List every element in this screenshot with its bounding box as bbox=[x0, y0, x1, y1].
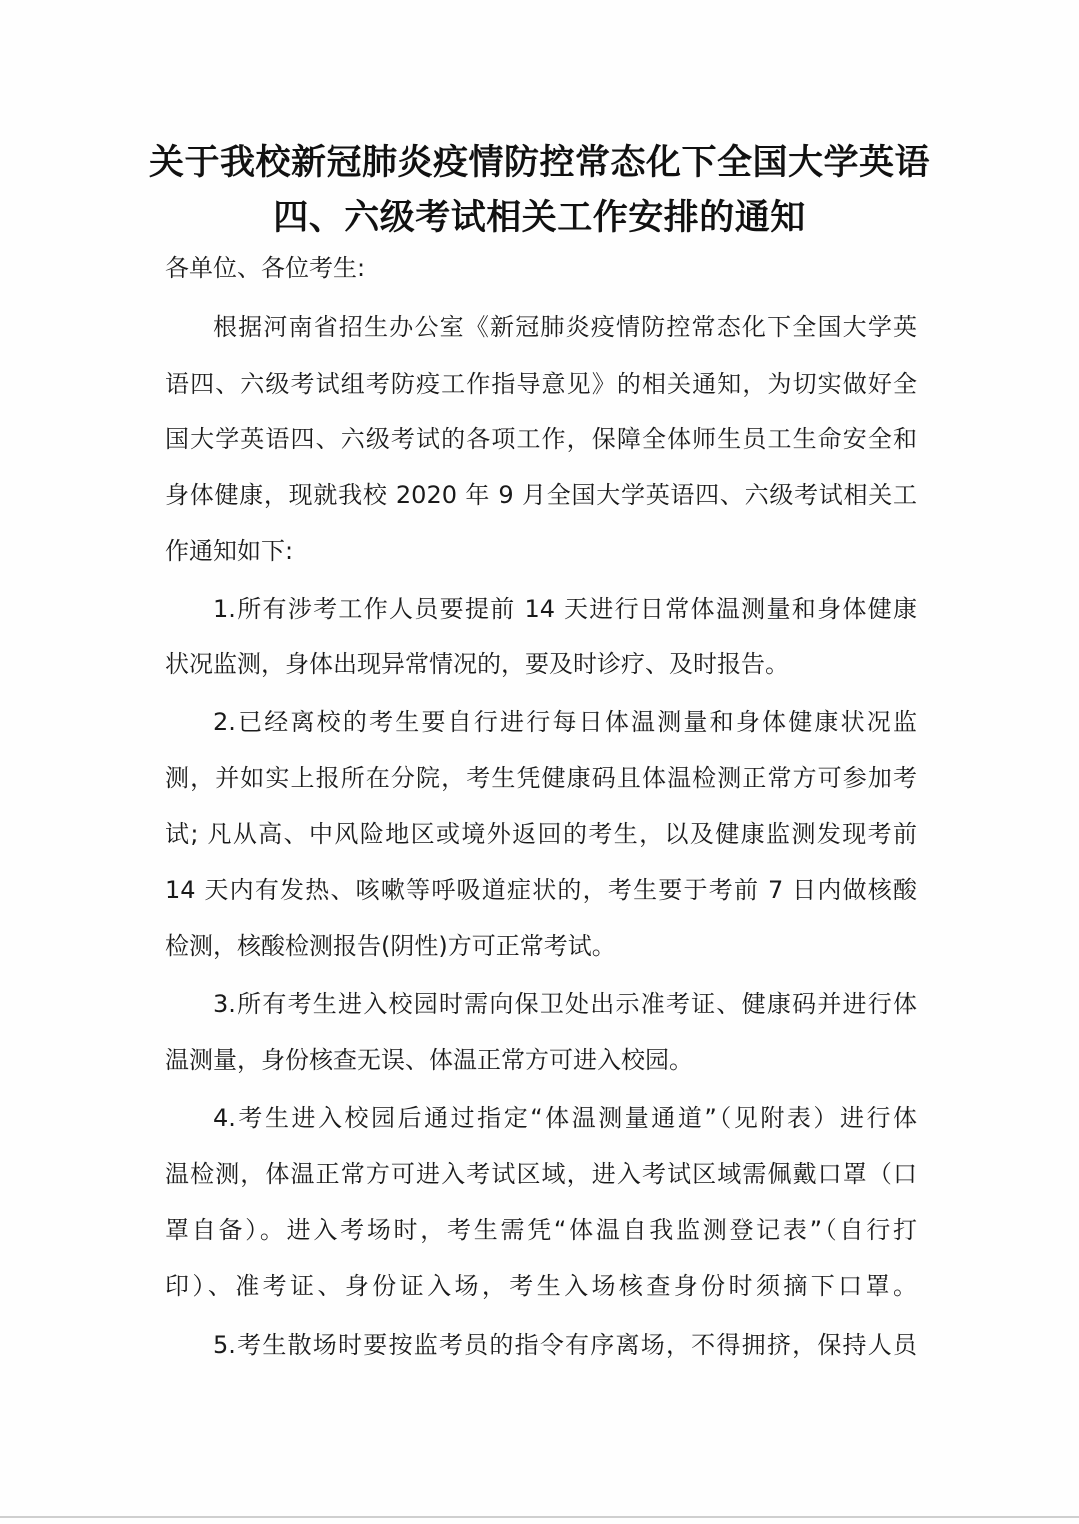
paragraph-line: 温测量，身份核查无误、体温正常方可进入校园。 bbox=[165, 1046, 693, 1074]
paragraph-line: 国大学英语四、六级考试的各项工作，保障全体师生员工生命安全和 bbox=[165, 425, 917, 453]
paragraph-line: 14 天内有发热、咳嗽等呼吸道症状的，考生要于考前 7 日内做核酸 bbox=[165, 876, 917, 904]
paragraph-line: 1.所有涉考工作人员要提前 14 天进行日常体温测量和身体健康 bbox=[213, 595, 917, 623]
paragraph-line: 语四、六级考试组考防疫工作指导意见》的相关通知，为切实做好全 bbox=[165, 370, 917, 398]
paragraph-line: 4.考生进入校园后通过指定“体温测量通道”（见附表）进行体 bbox=[213, 1104, 917, 1132]
paragraph-line: 印）、准考证、身份证入场，考生入场核查身份时须摘下口罩。 bbox=[165, 1272, 917, 1300]
paragraph-line: 试; 凡从高、中风险地区或境外返回的考生，以及健康监测发现考前 bbox=[165, 820, 917, 848]
paragraph-line: 2.已经离校的考生要自行进行每日体温测量和身体健康状况监 bbox=[213, 708, 917, 736]
page-bottom-edge bbox=[0, 1516, 1079, 1518]
paragraph-line: 温检测，体温正常方可进入考试区域，进入考试区域需佩戴口罩（口 bbox=[165, 1160, 917, 1188]
paragraph-line: 身体健康，现就我校 2020 年 9 月全国大学英语四、六级考试相关工 bbox=[165, 481, 917, 509]
notice-title-line-1: 关于我校新冠肺炎疫情防控常态化下全国大学英语 bbox=[148, 142, 930, 183]
paragraph-line: 罩自备）。进入考场时，考生需凭“体温自我监测登记表”（自行打 bbox=[165, 1216, 917, 1244]
salutation: 各单位、各位考生: bbox=[165, 254, 366, 282]
paragraph-line: 3.所有考生进入校园时需向保卫处出示准考证、健康码并进行体 bbox=[213, 990, 917, 1018]
paragraph-line: 检测，核酸检测报告(阴性)方可正常考试。 bbox=[165, 932, 616, 960]
paragraph-line: 作通知如下: bbox=[165, 537, 294, 565]
paragraph-line: 5.考生散场时要按监考员的指令有序离场，不得拥挤，保持人员 bbox=[213, 1331, 917, 1359]
notice-title-line-2: 四、六级考试相关工作安排的通知 bbox=[273, 197, 806, 238]
paragraph-line: 根据河南省招生办公室《新冠肺炎疫情防控常态化下全国大学英 bbox=[213, 313, 917, 341]
paragraph-line: 测，并如实上报所在分院，考生凭健康码且体温检测正常方可参加考 bbox=[165, 764, 917, 792]
paragraph-line: 状况监测，身体出现异常情况的，要及时诊疗、及时报告。 bbox=[165, 650, 789, 678]
